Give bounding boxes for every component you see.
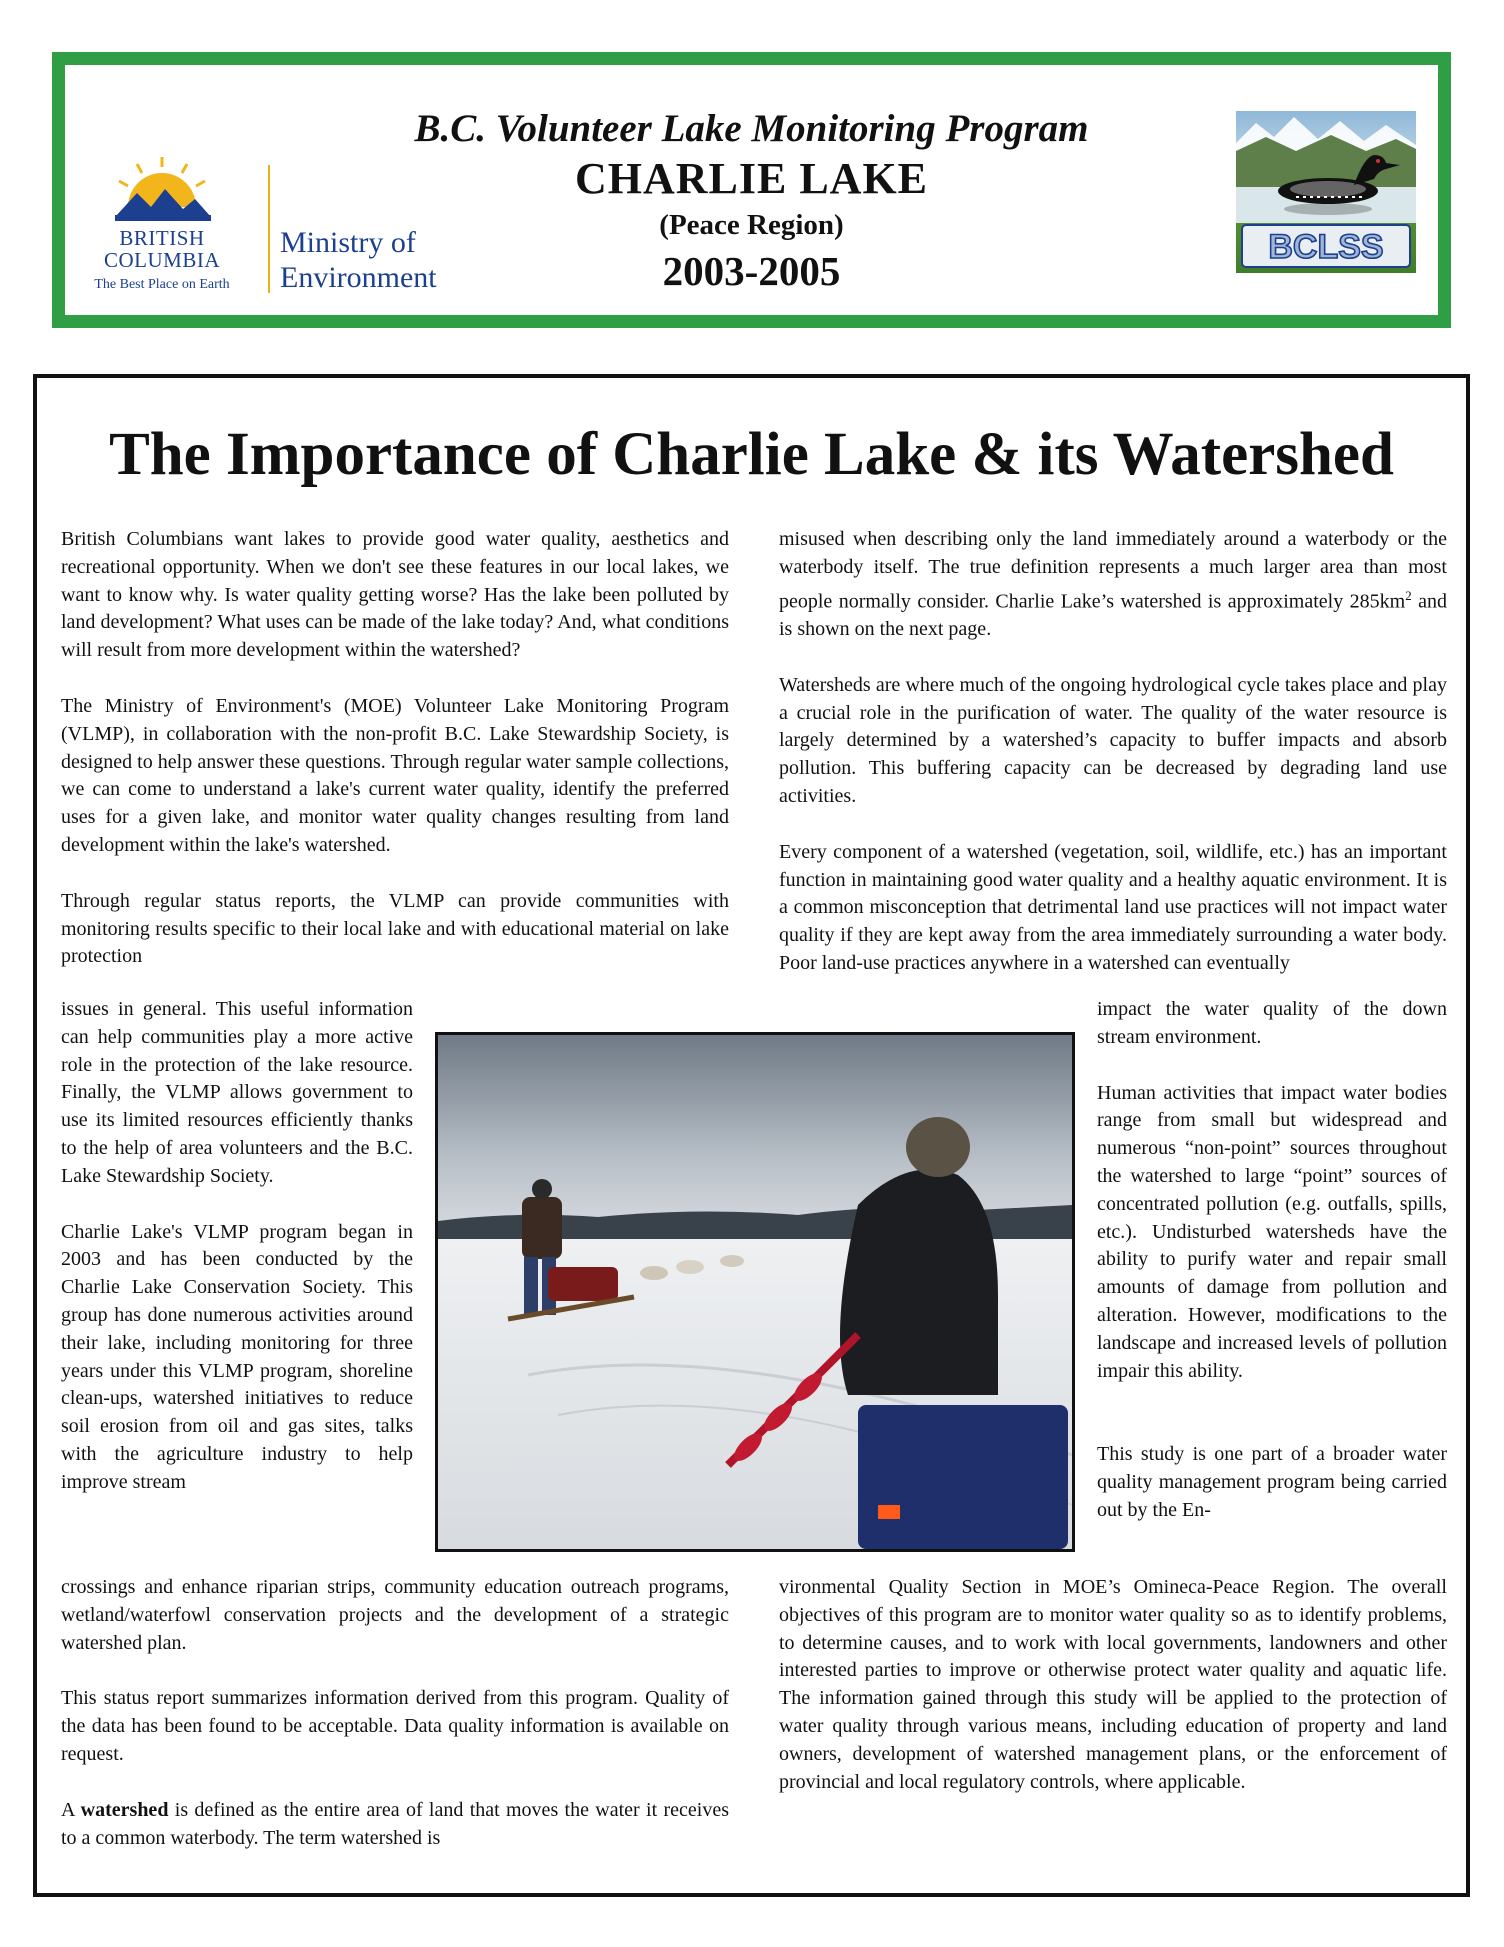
area-superscript: 2 — [1405, 587, 1412, 603]
bclss-logo — [1236, 111, 1416, 273]
left-column-bottom — [61, 1574, 729, 1852]
loon-icon — [1236, 111, 1416, 273]
report-header — [52, 52, 1451, 328]
bc-sun-mountain-icon — [107, 155, 217, 227]
left-paragraph-4-end: crossings and enhance riparian strips, community education outreach programs, wetland/waterfowl conservation projects and the development of a strategic watershed plan. — [61, 1576, 729, 1654]
watershed-area-text: misused when describing only the land immediately around a waterbody or the waterbody itself. The true definition represents a much larger area than most people normally consider. Charlie Lake’s watershed is approximately 285km — [779, 528, 1447, 613]
right-paragraph-2: Watersheds are where much of the ongoing hydrological cycle takes place and play a crucial role in the purification of water. The quality of the water resource is largely determined by a watershed’s capacity to buffer impacts and absorb pollution. This buffering capacity can be decreased by degrading land use activities. — [779, 673, 1447, 808]
bclss-logo-text: BCLSS — [1268, 228, 1384, 266]
watershed-area-text-end: and is shown on the next page. — [779, 590, 1447, 641]
report-years: 2003-2005 — [662, 248, 841, 294]
bc-name-line1: BRITISH — [119, 226, 205, 250]
left-paragraph-3-rest: issues in general. This useful information can help communities play a more active role in the protection of the lake resource. Finally, the VLMP allows government to use its limited resources efficiently thanks to the help of area volunteers and the B.C. Lake Stewardship Society. — [61, 998, 413, 1187]
left-paragraph-4-start: Charlie Lake's VLMP program began in 2003 and has been conducted by the Charlie Lake Conservation Society. This group has done numerous activities around their lake, including monitoring for three years under this VLMP program, shoreline clean-ups, watershed initiatives to reduce soil erosion from oil and gas sites, talks with the agriculture industry to help improve stream — [61, 1220, 413, 1493]
left-paragraph-1: British Columbians want lakes to provide good water quality, aesthetics and recreational opportunity. When we don't see these features in our local lakes, we want to know why. Is water quality getting worse? Has the lake been polluted by land development? What uses can be made of the lake today? And, what conditions will result from more development within the watershed? — [61, 528, 729, 662]
left-paragraph-2: The Ministry of Environment's (MOE) Volunteer Lake Monitoring Program (VLMP), in collaboration with the non-profit B.C. Lake Stewardship Society, is designed to help answer these questions. Through regular water sample collections, we can come to understand a lake's current water quality, identify the preferred uses for a given lake, and monitor water quality changes resulting from land development within the lake's watershed. — [61, 694, 729, 856]
left-paragraph-5: This status report summarizes information derived from this program. Quality of the data has been found to be acceptable. Data quality information is available on request. — [61, 1687, 729, 1765]
article-title: The Importance of Charlie Lake & its Watershed — [109, 421, 1394, 488]
bc-name-line2: COLUMBIA — [103, 248, 220, 272]
right-paragraph-5-end: vironmental Quality Section in MOE’s Omineca-Peace Region. The overall objectives of this program are to monitor water quality so as to identify problems, to determine causes, and to work with local governments, landowners and other interested parties to improve or otherwise protect water quality and aquatic life. The information gained through this study will be applied to the protection of water quality through various means, including education of property and land owners, development of watershed management plans, or the enforcement of provincial and local regulatory controls, where applicable. — [779, 1576, 1447, 1793]
left-paragraph-3-start: Through regular status reports, the VLMP can provide communities with monitoring results specific to their local lake and with educational material on lake protection — [61, 889, 729, 968]
ministry-line2: Environment — [280, 261, 437, 294]
watershed-term: watershed — [80, 1798, 169, 1821]
right-paragraph-3-rest: impact the water quality of the down stream environment. — [1097, 998, 1447, 1048]
right-paragraph-5-start: This study is one part of a broader water quality management program being carried out by the En- — [1097, 1443, 1447, 1521]
main-article — [33, 374, 1470, 1897]
left-column-top — [61, 526, 729, 971]
left-paragraph-6 — [61, 1797, 729, 1853]
bc-tagline: The Best Place on Earth — [94, 277, 230, 292]
right-column-bottom — [779, 1574, 1447, 1796]
ministry-line1: Ministry of — [280, 226, 416, 259]
region-name: (Peace Region) — [659, 209, 844, 241]
bc-government-logo — [87, 155, 237, 293]
left-column-narrow — [61, 996, 413, 1497]
right-paragraph-3-start: Every component of a watershed (vegetation, soil, wildlife, etc.) has an important function in maintaining good water quality and a healthy aquatic environment. It is a common misconception that detrimental land use practices will not impact water quality if they are kept away from the area immediately surrounding a water body. Poor land-use practices anywhere in a watershed can eventually — [779, 840, 1447, 975]
dog-sled-photo — [435, 1032, 1075, 1552]
right-column-narrow — [1097, 996, 1447, 1525]
header-titles — [295, 105, 1208, 297]
right-paragraph-1 — [779, 526, 1447, 644]
winter-lake-scene — [438, 1035, 1072, 1549]
watershed-def-rest: is defined as the entire area of land that moves the water it receives to a common waterbody. The term watershed is — [61, 1798, 729, 1849]
ministry-divider — [268, 165, 270, 293]
watershed-def-prefix: A — [61, 1798, 81, 1821]
right-paragraph-4: Human activities that impact water bodies range from small but widespread and numerous “non-point” sources throughout the watershed to large “point” sources of concentrated pollution (e.g. outfalls, spills, etc.). Undisturbed watersheds have the ability to purify water and repair small amounts of damage from pollution and alteration. However, modifications to the landscape and increased levels of pollution impair this ability. — [1097, 1081, 1447, 1382]
program-name: B.C. Volunteer Lake Monitoring Program — [414, 107, 1089, 150]
lake-name: CHARLIE LAKE — [574, 154, 929, 203]
right-column-top — [779, 526, 1447, 978]
